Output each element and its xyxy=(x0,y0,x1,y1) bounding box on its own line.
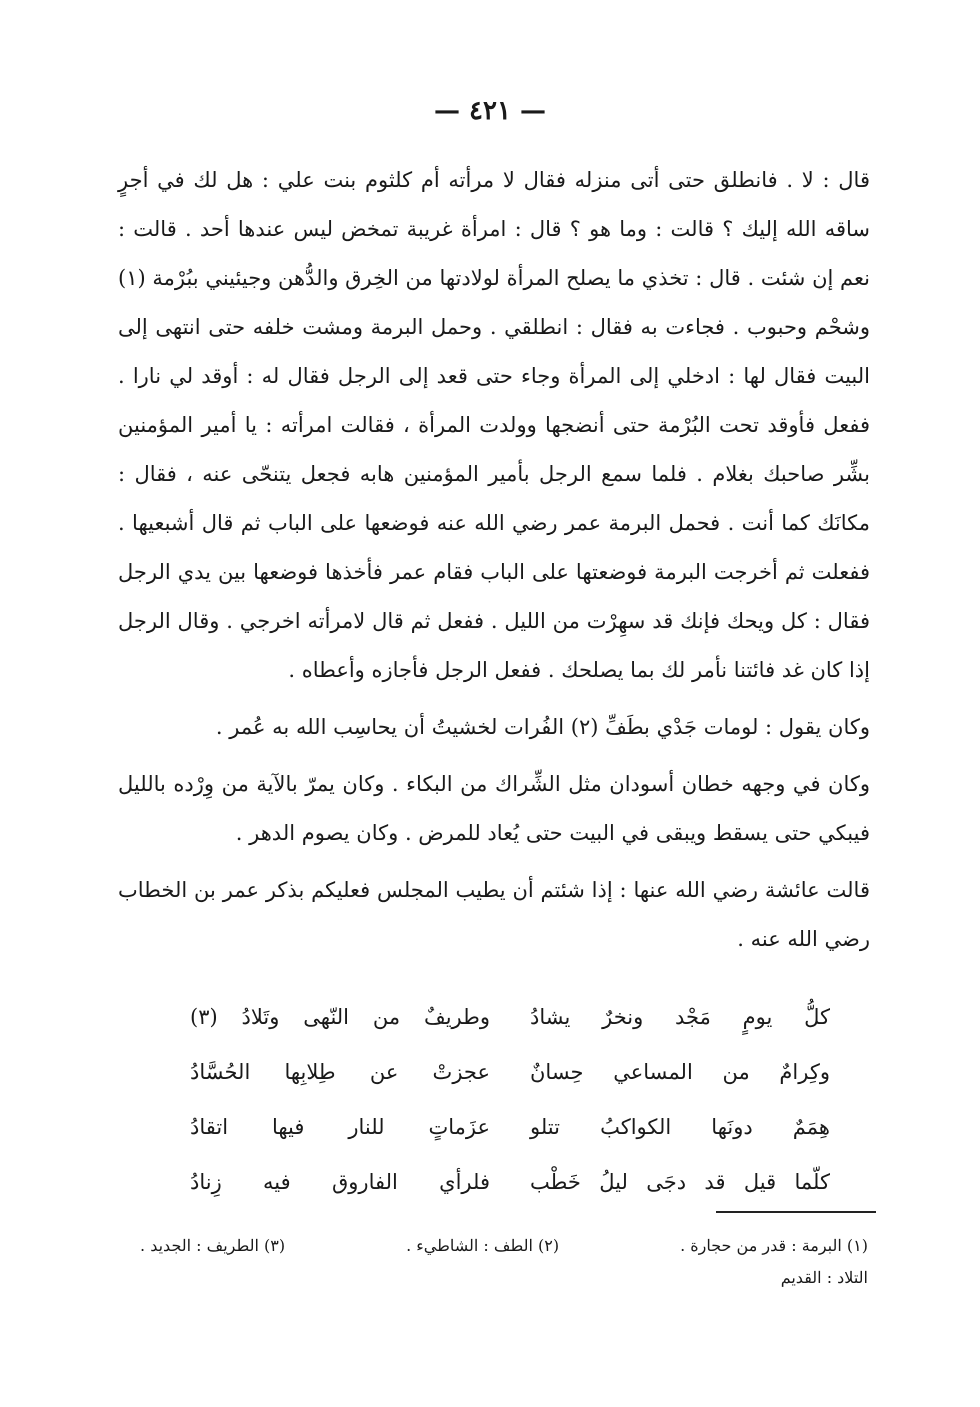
poem-verse xyxy=(190,1155,830,1210)
poem-hemistich-second: عجزتْ عن طِلابِها الحُسَّادُ xyxy=(190,1060,490,1084)
poem-hemistich-first: هِمَمٌ دونَها الكواكبُ تتلو xyxy=(530,1115,830,1139)
poem-hemistich-second: وطريفٌ من النّهى وتَلادُ (٣) xyxy=(190,1005,490,1029)
poem-hemistich-first: وكِرامٌ من المساعي حِسانٌ xyxy=(530,1060,830,1084)
poem-hemistich-second: فلرأي الفاروق فيه زِنادُ xyxy=(190,1170,490,1194)
footnote-1: (١) البرمة : قدر من حجارة . xyxy=(680,1236,868,1255)
paragraph: وكان في وجهه خطان أسودان مثل الشِّراك من البكاء . وكان يمرّ بالآية من وِرْده بالليل فيبكي حتى يسقط ويبقى في البيت حتى يُعاد للمرض . وكان يصوم الدهر . xyxy=(118,772,870,845)
footnote-row xyxy=(140,1262,868,1294)
footnote-divider xyxy=(716,1211,876,1213)
footnote-row xyxy=(140,1230,868,1262)
poem-verse xyxy=(190,1045,830,1100)
paragraph: قالت عائشة رضي الله عنها : إذا شئتم أن يطيب المجلس فعليكم بذكر عمر بن الخطاب رضي الله عنه . xyxy=(118,878,870,951)
page-number: — ٤٢١ — xyxy=(433,96,547,126)
poem-verse xyxy=(190,1100,830,1155)
footnotes xyxy=(140,1230,868,1294)
poem-hemistich-second: عزَماتٍ للنار فيها اتقادُ xyxy=(190,1115,490,1139)
footnote-3: (٣) الطريف : الجديد . xyxy=(140,1236,286,1255)
poem-verse xyxy=(190,990,830,1045)
poem-hemistich-first: كلّما قيل قد دجَى ليلُ خَطْب xyxy=(530,1170,830,1194)
footnote-3-continued: التلاد : القديم xyxy=(780,1268,868,1287)
paragraph: وكان يقول : لومات جَدْي بطَفِّ (٢) الفُرات لخشيتُ أن يحاسِب الله به عُمر . xyxy=(215,715,870,739)
body-text xyxy=(118,156,870,964)
poem-hemistich-first: كلُّ يومٍ مَجْد ونخرٌ يشادُ xyxy=(530,1005,830,1029)
footnote-2: (٢) الطف : الشاطيء . xyxy=(406,1236,560,1255)
poem xyxy=(190,990,830,1210)
paragraph: قال : لا . فانطلق حتى أتى منزله فقال لا مرأته أم كلثوم بنت علي : هل لك في أجرٍ ساقه الله إليك ؟ قالت : وما هو ؟ قال : امرأة غريبة تمخض ليس عندها أحد . قالت : نعم إن شئت . قال : تخذي ما يصلح المرأة لولادتها من الخِرق والدُّهن وجيئيني ببُرْمة (١) وشحْم وحبوب . فجاءت به فقال : انطلقي . وحمل البرمة ومشت خلفه حتى انتهى إلى البيت فقال لها : ادخلي إلى المرأة وجاء حتى قعد إلى الرجل فقال له : أوقد لي نارا . ففعل فأوقد تحت البُرْمة حتى أنضجها وولدت المرأة ، فقالت امرأته : يا أمير المؤمنين بشِّر صاحبك بغلام . فلما سمع الرجل بأمير المؤمنين هابه فجعل يتنحّى عنه ، فقال : مكانَك كما أنت . فحمل البرمة عمر رضي الله عنه فوضعها على الباب ثم قال أشبعيها . ففعلت ثم أخرجت البرمة فوضعتها على الباب فقام عمر فأخذها فوضعها بين يدي الرجل فقال : كل ويحك فإنك قد سهِرْت من الليل . ففعل ثم قال لامرأته اخرجي . وقال الرجل إذا كان غد فائتنا نأمر لك بما يصلحك . ففعل الرجل فأجازه وأعطاه . xyxy=(118,168,870,682)
